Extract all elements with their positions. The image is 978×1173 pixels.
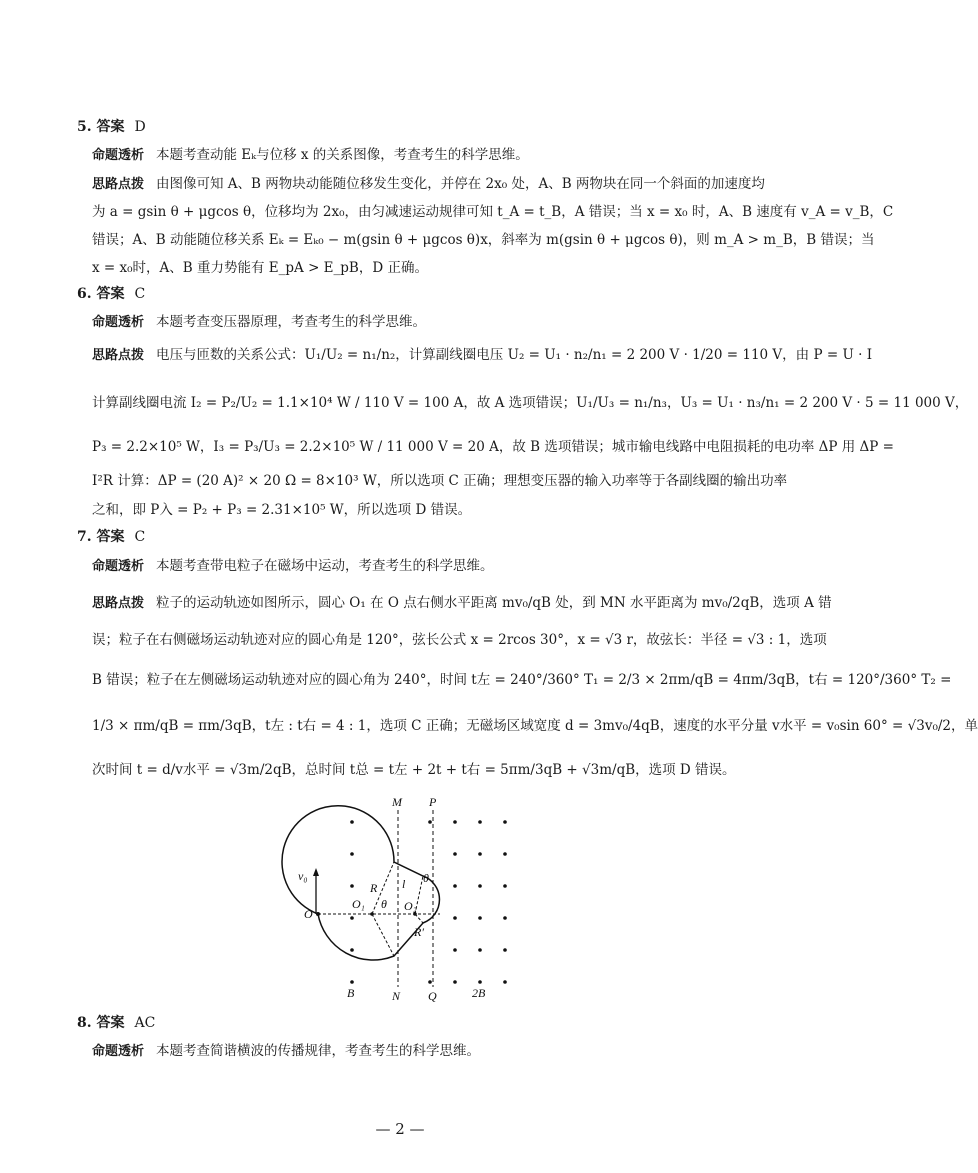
label-N: N <box>392 989 401 1003</box>
label-theta: θ <box>381 897 387 911</box>
label-theta-2: θ <box>423 871 429 885</box>
label-M: M <box>392 795 402 809</box>
q7-analysis-line-5: 次时间 t = d/v水平 = √3m/2qB，总时间 t总 = t左 + 2t + t右 = 5πm/3qB + √3m/qB，选项 D 错误。 <box>92 762 736 778</box>
q7-number: 7. 答案 <box>77 529 125 545</box>
q7-analysis-line-1 <box>92 593 832 614</box>
radius-R-prime <box>415 914 423 923</box>
label-O2: O₂ <box>404 899 417 913</box>
q8-answer: AC <box>134 1015 156 1031</box>
q6-analysis-tag: 思路点拨 <box>92 348 145 363</box>
q6-analysis-line-1 <box>92 345 873 366</box>
q7-analysis-line-3: B 错误；粒子在左侧磁场运动轨迹对应的圆心角为 240°，时间 t左 = 240°/360° T₁ = 2/3 × 2πm/qB = 4πm/3qB，t右 = 120°/360° T₂ = <box>92 672 952 688</box>
q5-answer: D <box>134 119 146 135</box>
q6-intent: 本题考查变压器原理，考查考生的科学思维。 <box>156 314 427 330</box>
q8-heading <box>77 1013 155 1033</box>
label-v0: v₀ <box>298 869 308 883</box>
q8-intent: 本题考查简谐横波的传播规律，考查考生的科学思维。 <box>156 1043 481 1059</box>
radius-R-lower <box>372 914 394 956</box>
q5-intent-line <box>92 145 740 166</box>
magnetic-field-figure <box>290 792 530 1007</box>
q6-heading <box>77 284 145 304</box>
q5-analysis-line-3: 错误；A、B 动能随位移关系 Eₖ = Eₖ₀ − m(gsin θ + μgcos θ)x，斜率为 m(gsin θ + μgcos θ)，则 m_A > m_B，B 错误；当 <box>92 232 875 248</box>
label-2B: 2B <box>472 986 486 1000</box>
velocity-arrowhead <box>313 868 319 876</box>
q5-number: 5. 答案 <box>77 119 125 135</box>
label-O1: O₁ <box>352 897 365 911</box>
q6-intent-tag: 命题透析 <box>92 315 145 330</box>
q5-analysis-line-2: 为 a = gsin θ + μgcos θ，位移均为 2x₀，由匀减速运动规律可知 t_A = t_B，A 错误；当 x = x₀ 时，A、B 速度有 v_A = v_B，C <box>92 204 894 220</box>
label-O: O <box>304 907 313 921</box>
label-l: l <box>402 877 406 891</box>
point-O <box>316 912 320 916</box>
q8-intent-line <box>92 1041 740 1062</box>
q8-number: 8. 答案 <box>77 1015 125 1031</box>
q6-analysis-line-4: I²R 计算：ΔP = (20 A)² × 20 Ω = 8×10³ W，所以选项 C 正确；理想变压器的输入功率等于各副线圈的输出功率 <box>92 473 788 489</box>
label-Q: Q <box>428 989 437 1003</box>
q7-answer: C <box>134 529 146 545</box>
q8-intent-tag: 命题透析 <box>92 1044 145 1059</box>
label-P: P <box>429 795 437 809</box>
q7-heading <box>77 527 145 547</box>
q6-analysis-line-2: 计算副线圈电流 I₂ = P₂/U₂ = 1.1×10⁴ W / 110 V = 100 A，故 A 选项错误；U₁/U₃ = n₁/n₃，U₃ = U₁ · n₃/n₁ = 2 200 V · 5 = 11 000 V， <box>92 395 969 411</box>
label-R-prime: R′ <box>414 925 424 939</box>
page-number: — 2 — <box>375 1120 425 1138</box>
q7-intent-tag: 命题透析 <box>92 559 145 574</box>
q6-analysis-line-5: 之和，即 P入 = P₂ + P₃ = 2.31×10⁵ W，所以选项 D 错误。 <box>92 502 472 518</box>
label-R: R <box>370 881 378 895</box>
q6-number: 6. 答案 <box>77 286 125 302</box>
q5-analysis-line-4: x = x₀时，A、B 重力势能有 E_pA > E_pB，D 正确。 <box>92 260 428 276</box>
q6-answer: C <box>134 286 146 302</box>
q5-analysis-line-1 <box>92 174 765 195</box>
q5-intent: 本题考查动能 Eₖ与位移 x 的关系图像，考查考生的科学思维。 <box>156 147 529 163</box>
q7-analysis-line-2: 误；粒子在右侧磁场运动轨迹对应的圆心角是 120°，弦长公式 x = 2rcos 30°，x = √3 r，故弦长：半径 = √3 : 1，选项 <box>92 632 827 648</box>
q5-line-0: 由图像可知 A、B 两物块动能随位移发生变化，并停在 2x₀ 处，A、B 两物块在同一个斜面的加速度均 <box>156 176 765 192</box>
q7-intent: 本题考查带电粒子在磁场中运动，考查考生的科学思维。 <box>156 558 494 574</box>
label-B: B <box>347 986 355 1000</box>
q6-analysis-line-3: P₃ = 2.2×10⁵ W，I₃ = P₃/U₃ = 2.2×10⁵ W / 11 000 V = 20 A，故 B 选项错误；城市输电线路中电阻损耗的电功率 ΔP 用 ΔP = <box>92 439 894 455</box>
q5-heading <box>77 117 146 137</box>
q6-line-0: 电压与匝数的关系公式：U₁/U₂ = n₁/n₂，计算副线圈电压 U₂ = U₁ · n₂/n₁ = 2 200 V · 1/20 = 110 V，由 P = U · I <box>156 347 873 363</box>
center-O1 <box>370 912 374 916</box>
q7-analysis-line-4: 1/3 × πm/qB = πm/3qB，t左 : t右 = 4 : 1，选项 C 正确；无磁场区域宽度 d = 3mv₀/4qB，速度的水平分量 v水平 = v₀sin 60° = √3v₀/2，单 <box>92 718 978 734</box>
q7-intent-line <box>92 556 740 577</box>
q6-intent-line <box>92 312 740 333</box>
q5-intent-tag: 命题透析 <box>92 148 145 163</box>
q5-analysis-tag: 思路点拨 <box>92 177 145 192</box>
q7-analysis-tag: 思路点拨 <box>92 596 145 611</box>
q7-line-0: 粒子的运动轨迹如图所示，圆心 O₁ 在 O 点右侧水平距离 mv₀/qB 处，到 MN 水平距离为 mv₀/2qB，选项 A 错 <box>156 595 832 611</box>
